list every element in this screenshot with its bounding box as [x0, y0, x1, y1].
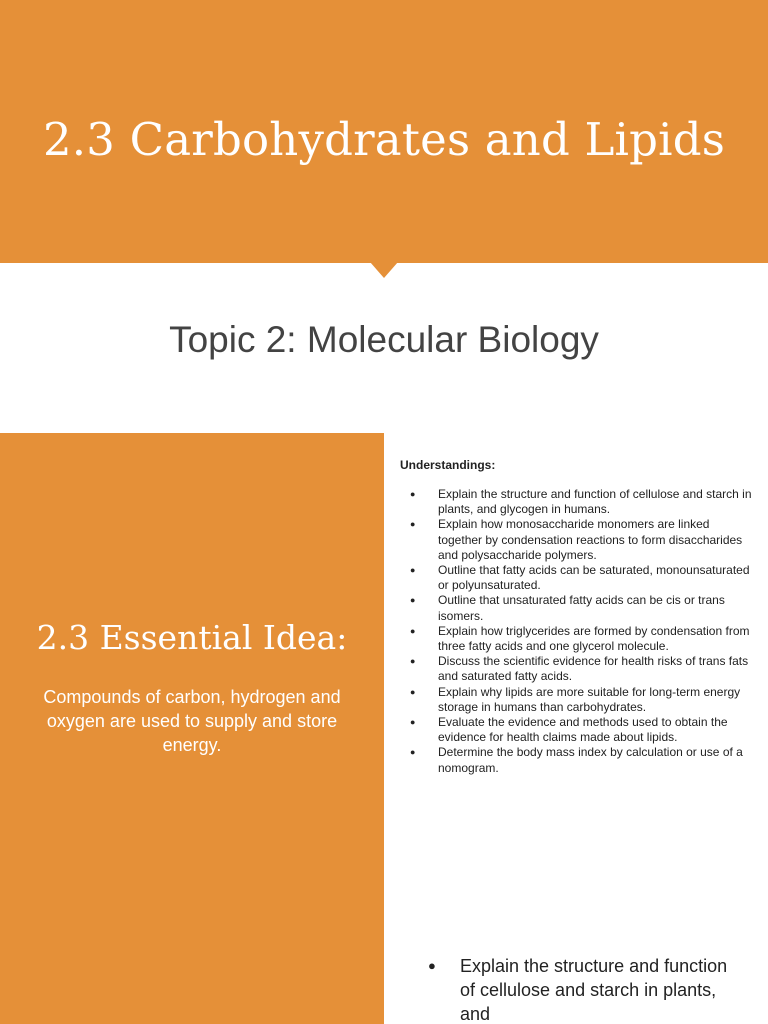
list-item: ● Explain why lipids are more suitable for long-term energy storage in humans than carbohydrates. [410, 684, 741, 714]
understandings-heading: Understandings: [400, 458, 496, 472]
essential-idea-panel [0, 433, 384, 1024]
next-slide-preview [428, 954, 728, 1024]
list-item: ● Explain the structure and function of cellulose and starch in plants, and glycogen in humans. [410, 487, 752, 517]
bullet-icon: ● [410, 565, 416, 576]
title-band-notch [370, 262, 398, 278]
bullet-icon: ● [410, 656, 416, 667]
essential-idea-heading: 2.3 Essential Idea: [36, 618, 348, 657]
bullet-icon: ● [410, 625, 416, 636]
list-item: ● Determine the body mass index by calculation or use of a nomogram. [410, 745, 743, 775]
essential-idea-body: Compounds of carbon, hydrogen and oxygen are used to supply and store energy. [43, 687, 341, 755]
list-item: ● Discuss the scientific evidence for health risks of trans fats and saturated fatty acids. [410, 654, 749, 684]
title-band [0, 0, 768, 263]
list-item: ● Explain the structure and function of cellulose and starch in plants, and [428, 956, 728, 1024]
list-item: ● Explain how triglycerides are formed by condensation from three fatty acids and one glycerol molecule. [410, 623, 750, 654]
content-slide [0, 433, 768, 1024]
page-subtitle: Topic 2: Molecular Biology [169, 319, 599, 360]
bullet-icon: ● [428, 958, 436, 973]
title-slide [0, 0, 768, 433]
page-title: 2.3 Carbohydrates and Lipids [42, 113, 726, 166]
bullet-icon: ● [410, 686, 416, 697]
bullet-icon: ● [410, 595, 416, 606]
list-item: ● Outline that unsaturated fatty acids can be cis or trans isomers. [410, 593, 725, 623]
bullet-icon: ● [410, 519, 416, 530]
bullet-icon: ● [410, 717, 416, 728]
list-item: ● Evaluate the evidence and methods used to obtain the evidence for health claims made about lipids. [410, 715, 728, 745]
understandings-section [400, 457, 752, 776]
understandings-list [400, 487, 752, 776]
list-item: ● Explain how monosaccharide monomers are linked together by condensation reactions to form disaccharides and polysaccharide polymers. [410, 517, 743, 562]
bullet-icon: ● [410, 747, 416, 758]
list-item: ● Outline that fatty acids can be saturated, monounsaturated or polyunsaturated. [410, 563, 750, 593]
bullet-icon: ● [410, 489, 416, 499]
